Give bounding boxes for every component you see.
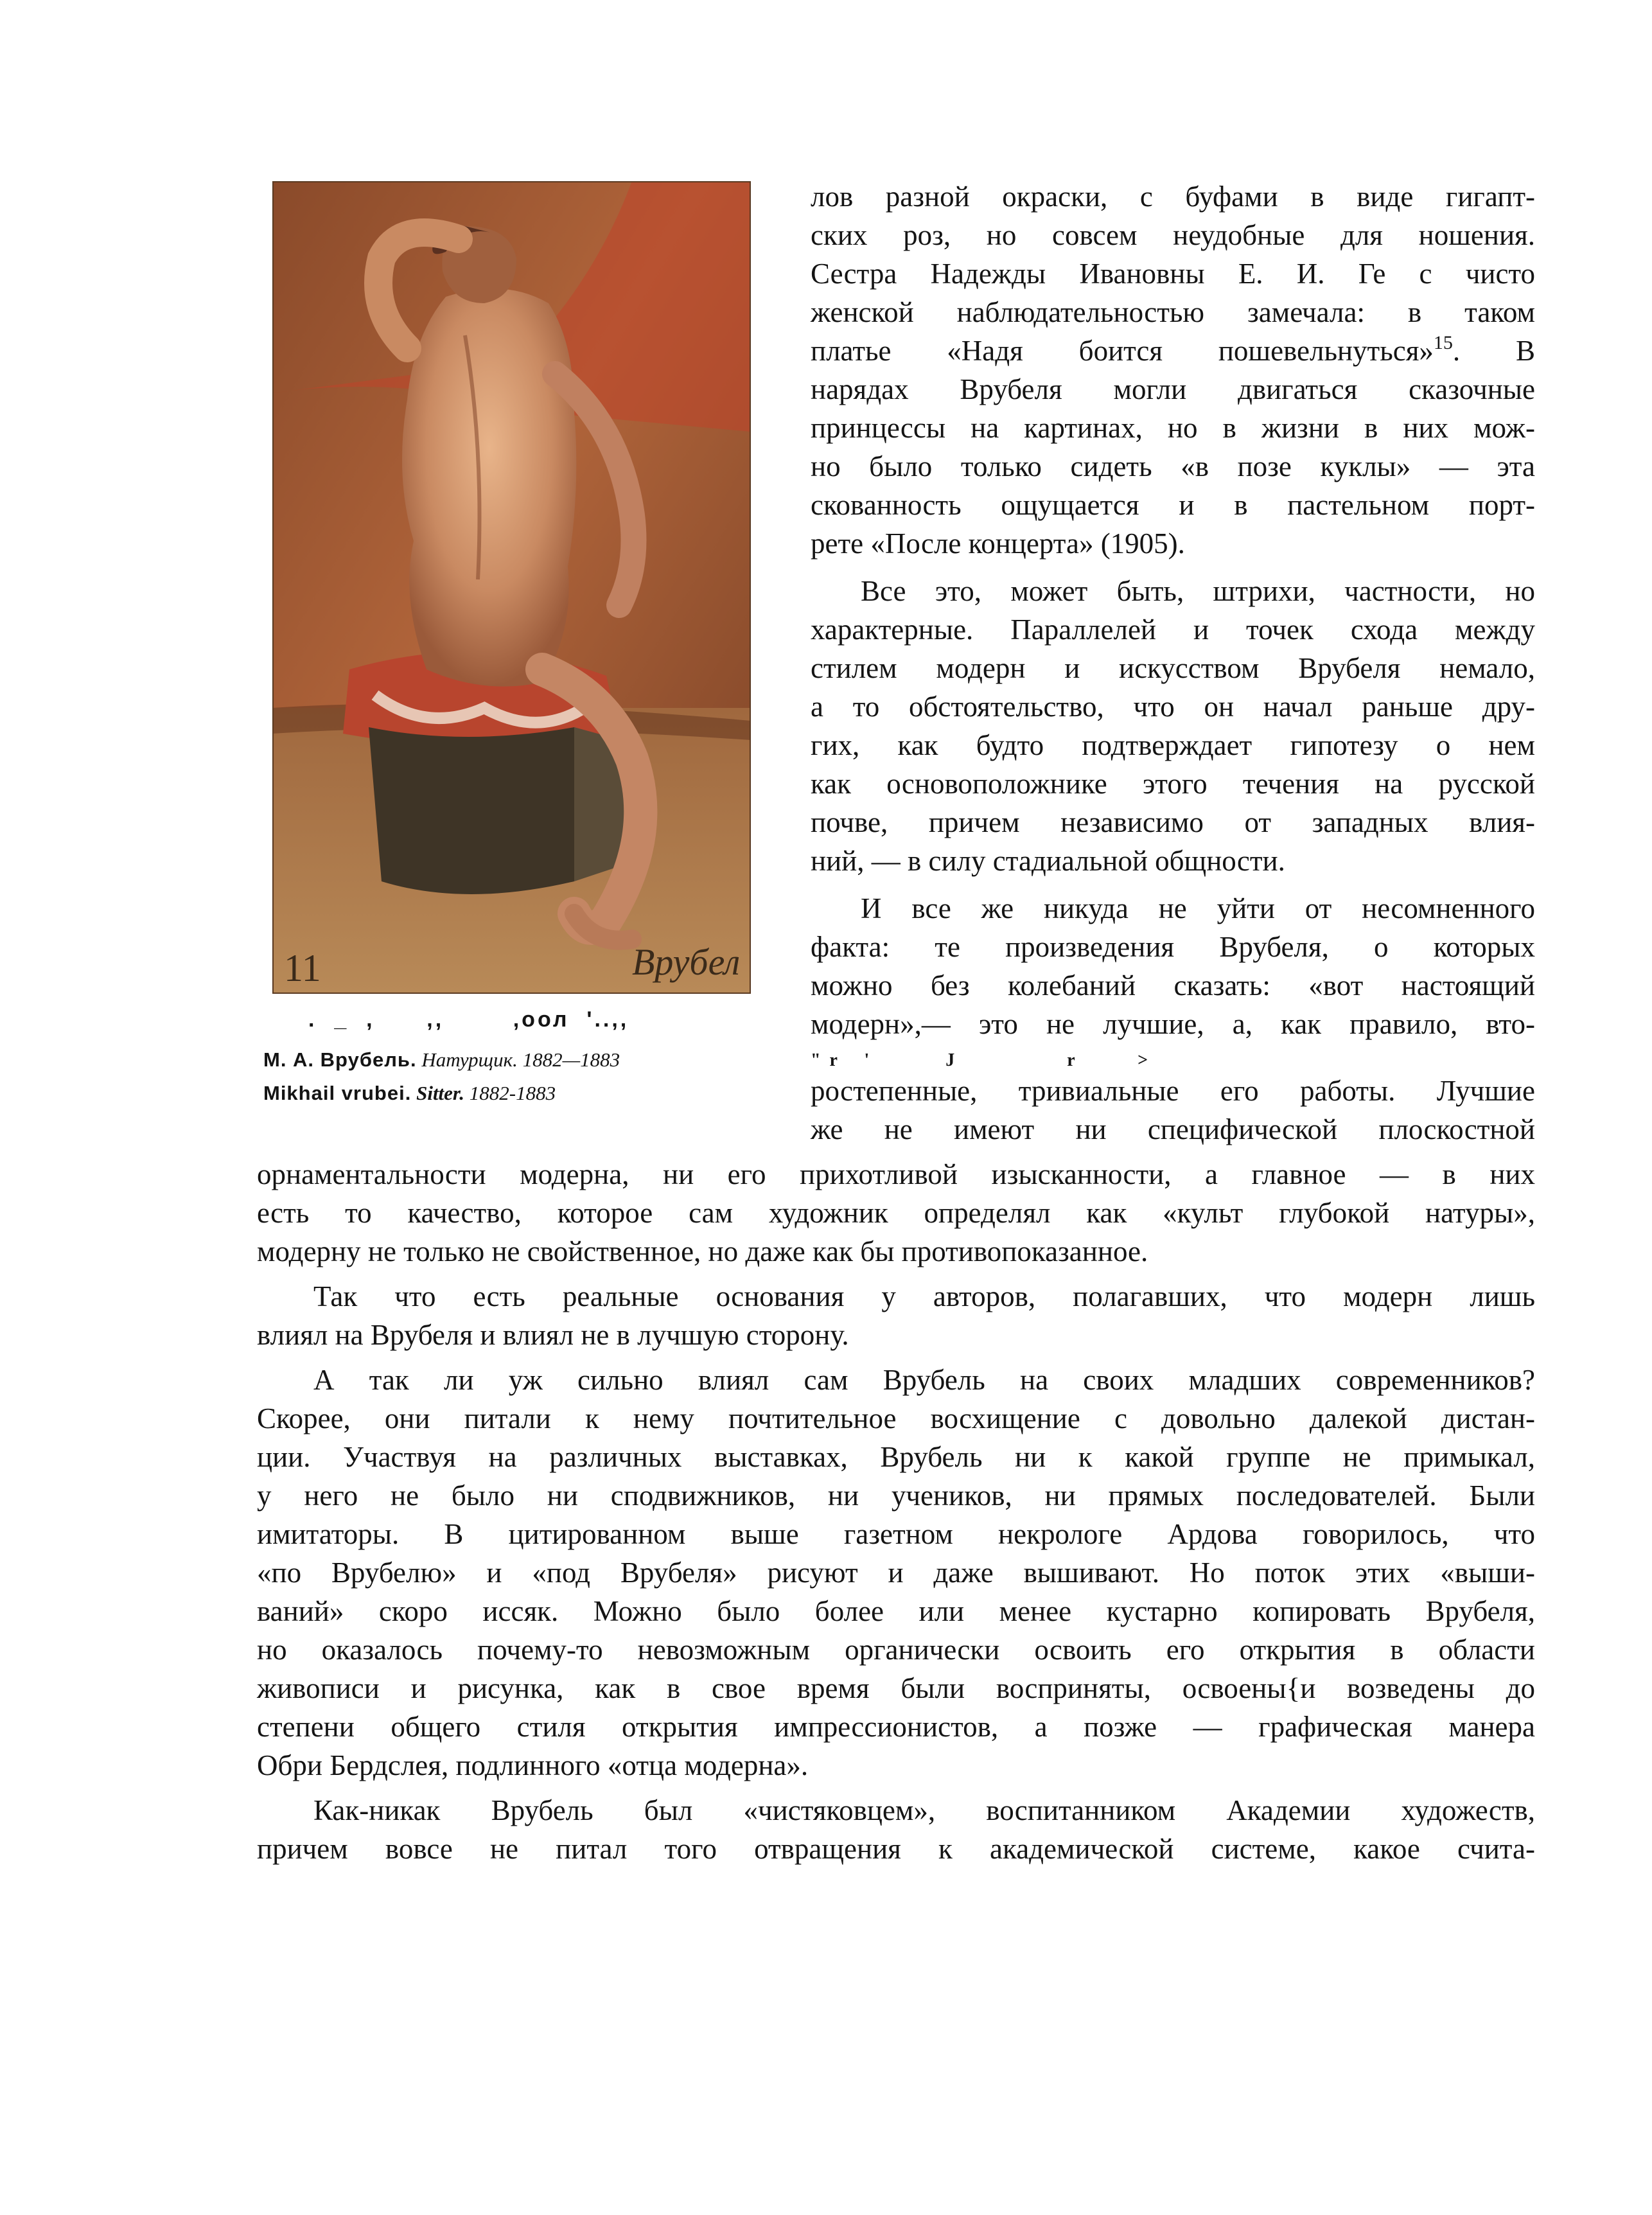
body-line: степени общего стиля открытия импрессионистов, а позже — графическая манера <box>257 1711 1535 1743</box>
body-line: имитаторы. В цитированном выше газетном некрологе Ардова говорилось, что <box>257 1518 1535 1550</box>
column-line: а то обстоятельство, что он начал раньше дру- <box>811 691 1535 723</box>
caption-en-years: 1882-1883 <box>469 1082 556 1104</box>
column-line: же не имеют ни специфической плоскостной <box>811 1113 1535 1145</box>
footnote-reference: 15 <box>1433 332 1453 353</box>
caption-ru-title: Натурщик. <box>421 1048 518 1071</box>
column-line: рете «После концерта» (1905). <box>811 527 1185 560</box>
caption-english <box>263 1082 777 1105</box>
column-line: нарядах Врубеля могли двигаться сказочные <box>811 373 1535 405</box>
column-line: ских роз, но совсем неудобные для ношения. <box>811 219 1535 251</box>
column-stray-marks: " r ' J r > <box>811 1050 1148 1070</box>
body-line: у него не было ни сподвижников, ни учеников, ни прямых последователей. Были <box>257 1479 1535 1512</box>
caption-russian <box>263 1048 777 1072</box>
body-line: Как-никак Врубель был «чистяковцем», воспитанником Академии художеств, <box>313 1794 1535 1826</box>
column-line-tail: . В <box>1452 335 1535 367</box>
caption-en-title: Sitter. <box>416 1082 465 1104</box>
body-line: орнаментальности модерна, ни его прихотливой изысканности, а главное — в них <box>257 1158 1535 1190</box>
column-line: Все это, может быть, штрихи, частности, но <box>861 575 1535 607</box>
body-line: Скорее, они питали к нему почтительное восхищение с довольно далекой дистан- <box>257 1402 1535 1434</box>
body-line: причем вовсе не питал того отвращения к академической системе, какое счита- <box>257 1833 1535 1865</box>
painting-sitter <box>272 181 751 994</box>
column-line: лов разной окраски, с буфами в виде гигапт- <box>811 181 1535 213</box>
body-line: ваний» скоро иссяк. Можно было более или менее кустарно копировать Врубеля, <box>257 1595 1535 1627</box>
column-line: можно без колебаний сказать: «вот настоящий <box>811 969 1535 1002</box>
body-line: Обри Бердслея, подлинного «отца модерна». <box>257 1749 809 1781</box>
column-line: но было только сидеть «в позе куклы» — эта <box>811 450 1535 482</box>
body-line: «по Врубелю» и «под Врубеля» рисуют и даже вышивают. Но поток этих «выши- <box>257 1557 1535 1589</box>
caption-ru-years: 1882—1883 <box>522 1048 620 1071</box>
column-line: факта: те произведения Врубеля, о которых <box>811 931 1535 963</box>
body-line: но оказалось почему-то невозможным органически освоить его открытия в области <box>257 1634 1535 1666</box>
body-line: Так что есть реальные основания у авторов, полагавших, что модерн лишь <box>313 1280 1535 1312</box>
body-line: живописи и рисунка, как в свое время были восприняты, освоены{и возведены до <box>257 1672 1535 1704</box>
caption-ru-author: М. А. Врубель. <box>263 1048 417 1071</box>
painting-image <box>272 181 751 994</box>
column-line: женской наблюдательностью замечала: в таком <box>811 296 1535 328</box>
body-line: ции. Участвуя на различных выставках, Врубель ни к какой группе не примыкал, <box>257 1441 1535 1473</box>
column-line: Сестра Надежды Ивановны Е. И. Ге с чисто <box>811 258 1535 290</box>
stray-marks: . _ , ,, ,оол '..,, <box>308 1007 629 1032</box>
column-line: ний, — в силу стадиальной общности. <box>811 845 1285 877</box>
body-line: влиял на Врубеля и влиял не в лучшую сторону. <box>257 1319 849 1351</box>
column-line: почве, причем независимо от западных влия- <box>811 806 1535 838</box>
body-line: модерну не только не свойственное, но даже как бы противопоказанное. <box>257 1235 1148 1267</box>
column-line: модерн»,— это не лучшие, а, как правило, вто- <box>811 1008 1535 1040</box>
column-line-text: платье «Надя боится пошевельнуться» <box>811 335 1434 367</box>
column-line: И все же никуда не уйти от несомненного <box>861 892 1535 924</box>
column-line: скованность ощущается и в пастельном порт- <box>811 489 1535 521</box>
column-line: принцессы на картинах, но в жизни в них мож- <box>811 412 1535 444</box>
painting-signature: Врубел <box>632 941 741 983</box>
body-line: А так ли уж сильно влиял сам Врубель на своих младших современников? <box>313 1364 1535 1396</box>
column-line-with-footnote <box>811 331 1535 370</box>
column-line: ростепенные, тривиальные его работы. Лучшие <box>811 1075 1535 1107</box>
painting-number: 11 <box>284 947 321 989</box>
body-line: есть то качество, которое сам художник определял как «культ глубокой натуры», <box>257 1197 1535 1229</box>
caption-en-author: Mikhail vrubei. <box>263 1082 412 1104</box>
column-line: как основоположнике этого течения на русской <box>811 768 1535 800</box>
column-line: стилем модерн и искусством Врубеля немало, <box>811 652 1535 684</box>
column-line: характерные. Параллелей и точек схода между <box>811 613 1535 646</box>
column-line: гих, как будто подтверждает гипотезу о нем <box>811 729 1535 761</box>
